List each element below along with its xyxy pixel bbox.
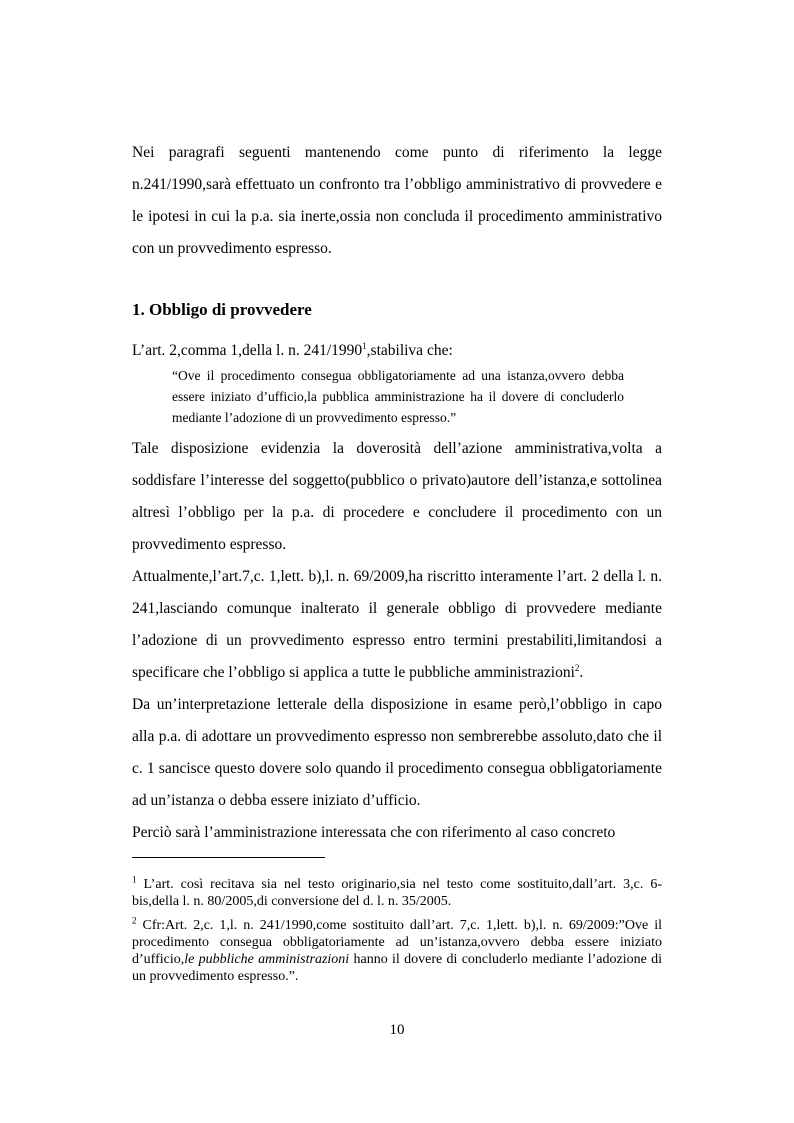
paragraph-interpretazione: Da un’interpretazione letterale della disposizione in esame però,l’obbligo in capo alla p.a. di adottare un provvedimento espresso non sembrerebbe assoluto,dato che il c. 1 sancisce questo dovere solo quando il procedimento consegua obbligatoriamente ad un’istanza o debba essere iniziato d’ufficio. <box>132 696 662 809</box>
block-quote: “Ove il procedimento consegua obbligatoriamente ad una istanza,ovvero debba essere iniziato d’ufficio,la pubblica amministrazione ha il dovere di concluderlo mediante l’adozione di un provvedimento espresso.” <box>172 368 624 425</box>
footnote-1-text: L’art. così recitava sia nel testo originario,sia nel testo come sostituito,dall’art. 3,c. 6-bis,della l. n. 80/2005,di conversione del d. l. n. 35/2005. <box>132 877 662 909</box>
footnote-2-italic: le pubbliche amministrazioni <box>184 952 350 967</box>
paragraph-art2-text: L’art. 2,comma 1,della l. n. 241/1990 <box>132 342 363 359</box>
paragraph-art2 <box>132 340 662 362</box>
footnote-1-number: 1 <box>132 874 137 885</box>
paragraph-attualmente-end: . <box>579 664 584 681</box>
footnote-2 <box>132 917 662 985</box>
paragraph-attualmente-text: Attualmente,l’art.7,c. 1,lett. b),l. n. 69/2009,ha riscritto interamente l’art. 2 della l. n. 241,lasciando comunque inalterato il generale obbligo di provvedere mediante l’adozione di un provvedimento espresso entro termini prestabiliti,limitandosi a specificare che l’obbligo si applica a tutte le pubbliche amministrazioni <box>132 568 662 681</box>
paragraph-percio: Perciò sarà l’amministrazione interessata che con riferimento al caso concreto <box>132 824 616 841</box>
page-number: 10 <box>389 1022 405 1038</box>
footnote-separator <box>132 857 325 858</box>
footnote-ref-2[interactable]: 2 <box>574 662 580 673</box>
footnote-1 <box>132 876 662 910</box>
footnote-2-text-b: hanno il dovere di concluderlo mediante l’adozione di un provvedimento espresso.”. <box>132 952 663 984</box>
section-heading: 1. Obbligo di provvedere <box>132 300 312 319</box>
paragraph-art2-tail: ,stabiliva che: <box>366 342 453 359</box>
footnote-ref-1[interactable]: 1 <box>362 340 367 351</box>
footnote-2-number: 2 <box>132 915 137 926</box>
intro-paragraph: Nei paragrafi seguenti mantenendo come punto di riferimento la legge n.241/1990,sarà effettuato un confronto tra l’obbligo amministrativo di provvedere e le ipotesi in cui la p.a. sia inerte,ossia non concluda il procedimento amministrativo con un provvedimento espresso. <box>132 144 662 257</box>
footnote-2-text-a: Cfr:Art. 2,c. 1,l. n. 241/1990,come sostituito dall’art. 7,c. 1,lett. b),l. n. 69/2009:”Ove il procedimento consegua obbligatoriamente ad un’istanza,ovvero debba essere iniziato d’ufficio, <box>132 918 662 967</box>
paragraph-attualmente <box>132 561 662 689</box>
paragraph-disposizione: Tale disposizione evidenzia la doverosità dell’azione amministrativa,volta a soddisfare l’interesse del soggetto(pubblico o privato)autore dell’istanza,e sottolinea altresì l’obbligo per la p.a. di procedere e concludere il procedimento con un provvedimento espresso. <box>132 440 662 553</box>
